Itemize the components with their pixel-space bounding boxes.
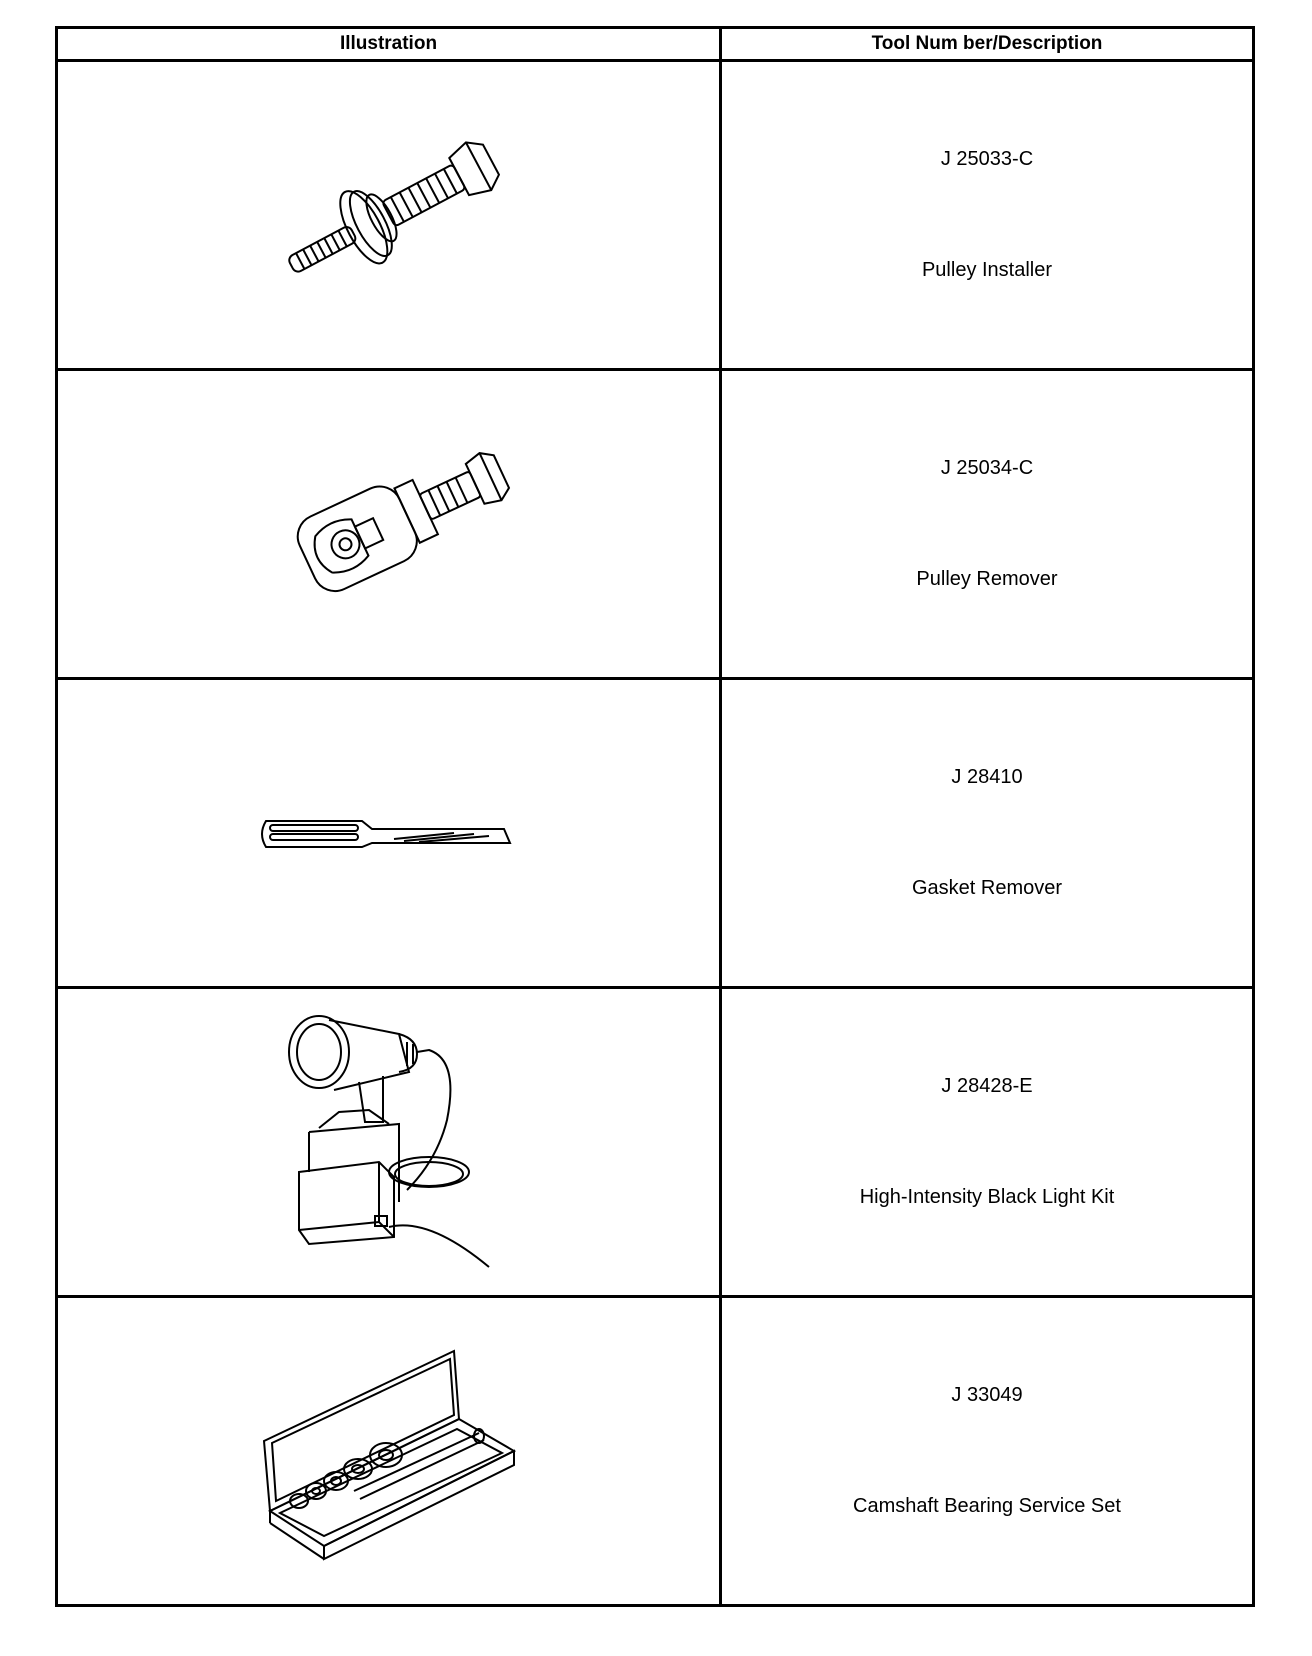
description-cell — [721, 679, 1254, 988]
illustration-cell — [57, 1297, 721, 1606]
tool-description: High-Intensity Black Light Kit — [859, 1186, 1115, 1208]
tool-description: Pulley Installer — [921, 259, 1053, 281]
description-cell — [721, 988, 1254, 1297]
table-row — [57, 988, 1254, 1297]
tool-description: Gasket Remover — [911, 877, 1063, 899]
black-light-kit-icon — [279, 1012, 499, 1272]
gasket-remover-icon — [254, 803, 524, 863]
tool-number: J 25034-C — [940, 457, 1034, 479]
illustration-cell — [57, 61, 721, 370]
tool-number: J 28410 — [951, 766, 1023, 788]
illustration-cell — [57, 370, 721, 679]
tool-header: Tool Num ber/Description — [721, 28, 1254, 61]
camshaft-bearing-set-icon — [254, 1341, 524, 1561]
table-row — [57, 370, 1254, 679]
pulley-installer-icon — [259, 125, 519, 305]
description-cell — [721, 370, 1254, 679]
table-row — [57, 1297, 1254, 1606]
illustration-cell — [57, 988, 721, 1297]
tool-description: Pulley Remover — [916, 568, 1058, 590]
tool-number: J 28428-E — [941, 1075, 1033, 1097]
tool-number: J 33049 — [951, 1384, 1023, 1406]
description-cell — [721, 61, 1254, 370]
table-row — [57, 61, 1254, 370]
header-row — [57, 28, 1254, 61]
pulley-remover-icon — [259, 434, 519, 614]
description-cell — [721, 1297, 1254, 1606]
tool-number: J 25033-C — [940, 148, 1034, 170]
illustration-cell — [57, 679, 721, 988]
illustration-header: Illustration — [57, 28, 721, 61]
tool-description: Camshaft Bearing Service Set — [853, 1495, 1121, 1517]
table-row — [57, 679, 1254, 988]
tool-table — [55, 26, 1255, 1607]
